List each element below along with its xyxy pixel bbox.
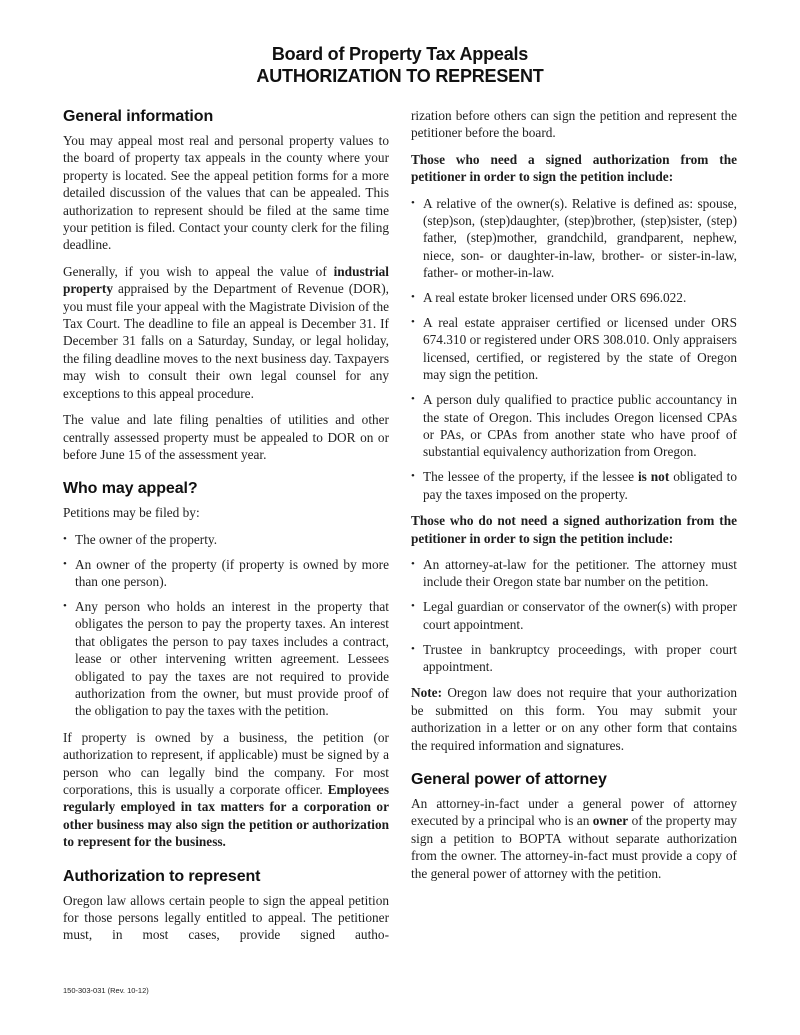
list-item	[411, 468, 737, 503]
paragraph: rization before others can sign the petition and represent the petitioner before the board.	[411, 108, 737, 141]
list-item	[411, 641, 737, 676]
bullet-icon: •	[411, 600, 415, 613]
subheading-no-authorization-needed: Those who do not need a signed authorization from the petitioner in order to sign the petition include:	[411, 513, 737, 546]
list-item	[411, 314, 737, 384]
section-heading: General power of attorney	[411, 771, 607, 788]
bullet-icon: •	[411, 291, 415, 304]
text: The lessee of the property, if the lessee	[423, 469, 638, 485]
list-item	[411, 195, 737, 282]
text: An attorney-in-fact under a general power of attorney executed by a principal who is an	[411, 796, 737, 829]
emphasis-text: industrial property	[63, 263, 389, 297]
bullet-icon: •	[411, 470, 415, 483]
list-item-text: Trustee in bankruptcy proceedings, with proper court appointment.	[423, 641, 737, 674]
text: Generally, if you wish to appeal the value of	[63, 263, 334, 279]
section-heading: General information	[63, 108, 214, 125]
right-column	[411, 107, 737, 891]
paragraph: The value and late filing penalties of utilities and other centrally assessed property must be appealed to DOR on or before June 15 of the assessment year.	[63, 412, 389, 462]
bullet-icon: •	[411, 316, 415, 329]
text: If property is owned by a business, the petition (or authorization to represent, if applicable) must be signed by a person who can legally bind the company. For most corporations, this is usually a corporate officer.	[63, 729, 389, 797]
paragraph: You may appeal most real and personal property values to the board of property tax appeals in the county where your property is located. See the appeal petition forms for a more detailed discussion of the values that can be appealed. This authorization to represent should be filed at the same time your petition is filed. Contact your county clerk for the filing deadline.	[63, 133, 389, 253]
document-subtitle: AUTHORIZATION TO REPRESENT	[256, 66, 544, 86]
bullet-icon: •	[411, 557, 415, 570]
form-number: 150-303-031 (Rev. 10-12)	[63, 986, 149, 995]
section-heading: Who may appeal?	[63, 480, 198, 498]
list-item-text: A relative of the owner(s). Relative is defined as: spouse, (step)son, (step)daughter, (step)brother, (step)sister, (step) father, (step)mother, grandchild, grandparent, nephew, niece, son- or daughter-in-law, brother- or sister-in-law, father- or mother-in-law.	[423, 195, 737, 281]
section-who-may-appeal	[63, 480, 389, 850]
section-heading: Authorization to represent	[63, 867, 261, 885]
subheading-need-authorization: Those who need a signed authorization from the petitioner in order to sign the petition include:	[411, 151, 737, 185]
list-item	[411, 598, 737, 633]
text: appraised by the Department of Revenue (DOR), you must file your appeal with the Magistrate Division of the Tax Court. The deadline to file an appeal is December 31. If December 31 falls on a Saturday, Sunday, or legal holiday, the filing deadline moves to the next business day. Taxpayers may wish to consult their own legal counsel for any exceptions to this appeal procedure.	[63, 281, 389, 401]
bullet-icon: •	[63, 557, 67, 570]
paragraph	[63, 263, 389, 402]
list-item	[63, 531, 389, 548]
text: obligated to pay the taxes imposed on the property.	[423, 469, 737, 502]
list-item-text: A real estate appraiser certified or licensed under ORS 674.310 or registered under ORS 308.010. Only appraisers licensed, certified, or registered by the state of Oregon may sign the petition.	[423, 315, 737, 383]
bullet-list	[411, 195, 737, 504]
bullet-icon: •	[411, 642, 415, 655]
emphasis-text: is not	[637, 469, 670, 485]
bullet-icon: •	[63, 532, 67, 545]
paragraph: Oregon law allows certain people to sign the appeal petition for those persons legally entitled to appeal. The petitioner must, in most cases, provide signed autho-	[63, 892, 389, 943]
list-item-text: An attorney-at-law for the petitioner. The attorney must include their Oregon state bar number on the petition.	[423, 556, 737, 590]
list-item	[63, 598, 389, 720]
bullet-icon: •	[63, 599, 67, 612]
list-item-text: Legal guardian or conservator of the owner(s) with proper court appointment.	[423, 599, 737, 632]
bullet-icon: •	[411, 393, 415, 406]
bullet-list	[411, 556, 737, 675]
text: of the property may sign a petition to BOPTA without separate authorization from the owner. The attorney-in-fact must provide a copy of the general power of attorney with the petition.	[411, 813, 737, 881]
paragraph	[411, 795, 737, 882]
list-item-text: A real estate broker licensed under ORS 696.022.	[423, 290, 687, 306]
bullet-list	[63, 531, 389, 720]
section-general-information	[63, 108, 389, 463]
list-item-text: An owner of the property (if property is owned by more than one person).	[75, 556, 389, 590]
paragraph	[63, 729, 389, 851]
list-item-text: The owner of the property.	[75, 531, 218, 547]
list-item-text: Any person who holds an interest in the property that obligates the person to pay the property taxes. An interest that obligates the person to pay taxes includes a contract, lease or other intervening written agreement. Lessees obligated to pay the taxes are not required to provide authorization from the owner, but must provide proof of the obligation to pay the taxes with the petition.	[75, 598, 389, 719]
list-item	[411, 289, 737, 306]
paragraph: Petitions may be filed by:	[63, 505, 200, 521]
note-paragraph	[411, 684, 737, 754]
section-authorization-to-represent	[63, 868, 389, 944]
list-item	[63, 556, 389, 591]
document-title: Board of Property Tax Appeals	[271, 44, 529, 64]
section-general-power-of-attorney	[411, 771, 737, 882]
note-label: Note:	[411, 685, 443, 701]
left-column	[63, 108, 389, 953]
emphasis-text: owner	[592, 813, 629, 829]
list-item	[411, 391, 737, 461]
text: Oregon law does not require that your authorization be submitted on this form. You may submit your authorization in a letter or on any other form that contains the required information and signatures.	[411, 685, 737, 753]
bullet-icon: •	[411, 196, 415, 209]
list-item-text: A person duly qualified to practice public accountancy in the state of Oregon. This includes Oregon licensed CPAs or PAs, or CPAs from another state who have proof of substantial equivalency authorization from Oregon.	[423, 392, 737, 460]
emphasis-text: Employees regularly employed in tax matters for a corporation or other business may also sign the petition or authorization to represent for the business.	[63, 782, 389, 850]
list-item	[411, 556, 737, 591]
